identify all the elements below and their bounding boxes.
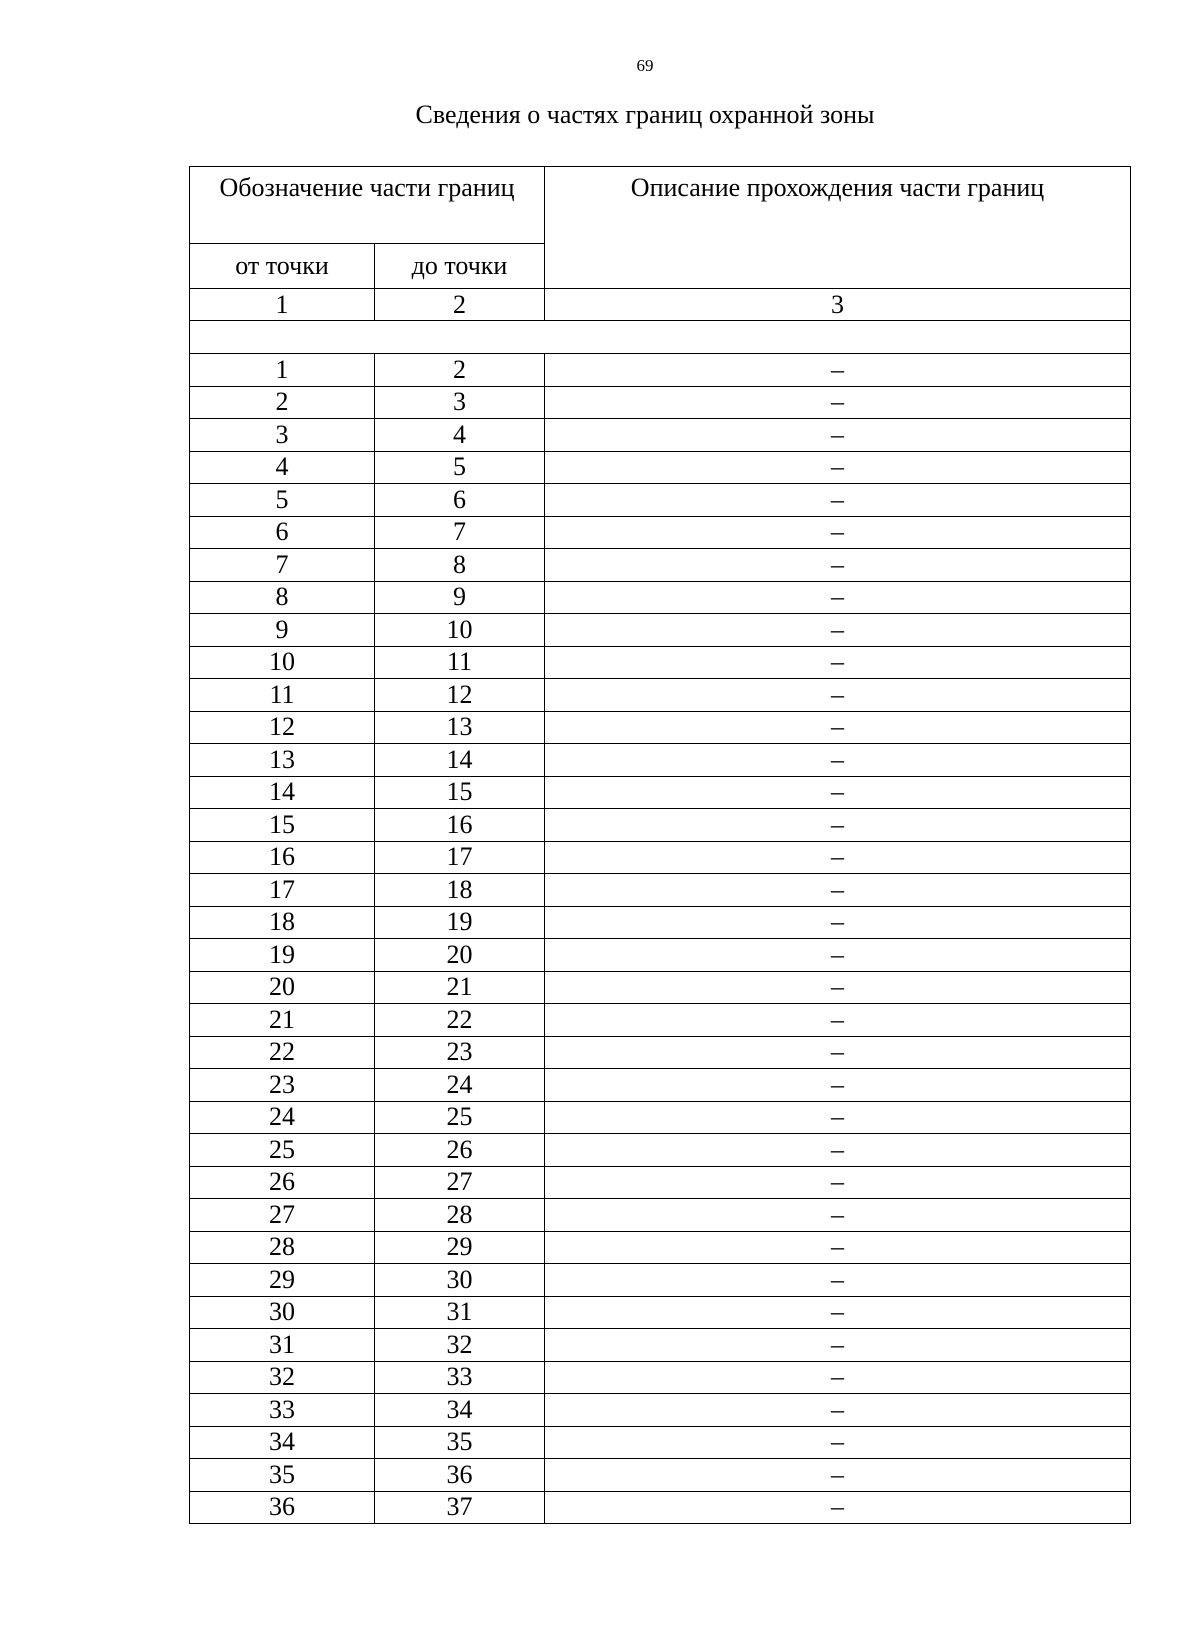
to-point-cell: 9 — [375, 581, 545, 614]
to-point-cell: 33 — [375, 1361, 545, 1394]
table-row — [190, 419, 1131, 452]
description-cell: – — [545, 1459, 1131, 1492]
description-cell: – — [545, 549, 1131, 582]
description-cell: – — [545, 419, 1131, 452]
description-cell: – — [545, 1166, 1131, 1199]
from-point-cell: 13 — [190, 744, 375, 777]
description-cell: – — [545, 1296, 1131, 1329]
description-cell: – — [545, 776, 1131, 809]
table-row — [190, 906, 1131, 939]
from-point-cell: 29 — [190, 1264, 375, 1297]
description-cell: – — [545, 939, 1131, 972]
description-cell: – — [545, 1491, 1131, 1524]
to-point-cell: 23 — [375, 1036, 545, 1069]
to-point-cell: 25 — [375, 1101, 545, 1134]
description-cell: – — [545, 484, 1131, 517]
table-row — [190, 386, 1131, 419]
from-point-cell: 23 — [190, 1069, 375, 1102]
from-point-cell: 4 — [190, 451, 375, 484]
description-cell: – — [545, 874, 1131, 907]
table-row — [190, 711, 1131, 744]
table-row — [190, 1199, 1131, 1232]
to-point-cell: 32 — [375, 1329, 545, 1362]
description-cell: – — [545, 809, 1131, 842]
to-point-cell: 3 — [375, 386, 545, 419]
description-cell: – — [545, 516, 1131, 549]
description-cell: – — [545, 1426, 1131, 1459]
to-point-cell: 7 — [375, 516, 545, 549]
to-point-cell: 35 — [375, 1426, 545, 1459]
from-point-cell: 15 — [190, 809, 375, 842]
table-row — [190, 484, 1131, 517]
table-row — [190, 1134, 1131, 1167]
from-point-cell: 24 — [190, 1101, 375, 1134]
to-point-cell: 26 — [375, 1134, 545, 1167]
to-point-cell: 29 — [375, 1231, 545, 1264]
from-point-cell: 5 — [190, 484, 375, 517]
to-point-cell: 22 — [375, 1004, 545, 1037]
table-row — [190, 549, 1131, 582]
to-point-cell: 27 — [375, 1166, 545, 1199]
to-point-cell: 36 — [375, 1459, 545, 1492]
description-cell: – — [545, 614, 1131, 647]
table-row — [190, 1101, 1131, 1134]
boundary-parts-table — [189, 166, 1131, 1524]
description-cell: – — [545, 1004, 1131, 1037]
separator-cell — [190, 321, 1131, 354]
description-cell: – — [545, 1036, 1131, 1069]
from-point-cell: 8 — [190, 581, 375, 614]
to-point-cell: 14 — [375, 744, 545, 777]
to-point-cell: 8 — [375, 549, 545, 582]
from-point-cell: 36 — [190, 1491, 375, 1524]
from-point-cell: 34 — [190, 1426, 375, 1459]
table-row — [190, 1426, 1131, 1459]
description-cell: – — [545, 1101, 1131, 1134]
from-point-cell: 19 — [190, 939, 375, 972]
boundary-description-header: Описание прохождения части границ — [545, 167, 1131, 289]
to-point-cell: 31 — [375, 1296, 545, 1329]
table-row — [190, 1069, 1131, 1102]
from-point-cell: 33 — [190, 1394, 375, 1427]
from-point-cell: 27 — [190, 1199, 375, 1232]
description-cell: – — [545, 1394, 1131, 1427]
table-row — [190, 971, 1131, 1004]
column-number-row — [190, 289, 1131, 321]
to-point-cell: 10 — [375, 614, 545, 647]
to-point-cell: 20 — [375, 939, 545, 972]
from-point-cell: 22 — [190, 1036, 375, 1069]
table-row — [190, 1004, 1131, 1037]
table-row — [190, 451, 1131, 484]
description-cell: – — [545, 971, 1131, 1004]
boundary-part-designation-header: Обозначение части границ — [190, 167, 545, 244]
from-point-cell: 10 — [190, 646, 375, 679]
page-number: 69 — [636, 56, 654, 75]
to-point-cell: 37 — [375, 1491, 545, 1524]
description-cell: – — [545, 451, 1131, 484]
from-point-cell: 6 — [190, 516, 375, 549]
table-row — [190, 809, 1131, 842]
description-cell: – — [545, 354, 1131, 387]
table-row — [190, 1459, 1131, 1492]
to-point-cell: 16 — [375, 809, 545, 842]
table-row — [190, 581, 1131, 614]
description-cell: – — [545, 1264, 1131, 1297]
from-point-cell: 11 — [190, 679, 375, 712]
from-point-cell: 3 — [190, 419, 375, 452]
from-point-cell: 20 — [190, 971, 375, 1004]
to-point-cell: 15 — [375, 776, 545, 809]
from-point-cell: 26 — [190, 1166, 375, 1199]
description-cell: – — [545, 1069, 1131, 1102]
to-point-cell: 17 — [375, 841, 545, 874]
to-point-cell: 21 — [375, 971, 545, 1004]
table-row — [190, 841, 1131, 874]
from-point-cell: 32 — [190, 1361, 375, 1394]
to-point-cell: 6 — [375, 484, 545, 517]
table-row — [190, 646, 1131, 679]
to-point-cell: 5 — [375, 451, 545, 484]
table-row — [190, 1231, 1131, 1264]
to-point-cell: 18 — [375, 874, 545, 907]
column-number: 3 — [545, 289, 1131, 321]
to-point-header: до точки — [375, 244, 545, 289]
to-point-cell: 24 — [375, 1069, 545, 1102]
table-row — [190, 1491, 1131, 1524]
description-cell: – — [545, 841, 1131, 874]
from-point-cell: 1 — [190, 354, 375, 387]
description-cell: – — [545, 1329, 1131, 1362]
table-row — [190, 744, 1131, 777]
table-row — [190, 516, 1131, 549]
table-row — [190, 354, 1131, 387]
description-cell: – — [545, 1231, 1131, 1264]
table-row — [190, 614, 1131, 647]
table-row — [190, 874, 1131, 907]
from-point-cell: 17 — [190, 874, 375, 907]
description-cell: – — [545, 711, 1131, 744]
to-point-cell: 19 — [375, 906, 545, 939]
from-point-cell: 35 — [190, 1459, 375, 1492]
from-point-cell: 9 — [190, 614, 375, 647]
from-point-cell: 18 — [190, 906, 375, 939]
from-point-cell: 28 — [190, 1231, 375, 1264]
table-row — [190, 1036, 1131, 1069]
to-point-cell: 28 — [375, 1199, 545, 1232]
to-point-cell: 12 — [375, 679, 545, 712]
table-row — [190, 679, 1131, 712]
description-cell: – — [545, 1134, 1131, 1167]
page-title: Сведения о частях границ охранной зоны — [415, 100, 875, 129]
description-cell: – — [545, 906, 1131, 939]
table-row — [190, 1394, 1131, 1427]
description-cell: – — [545, 386, 1131, 419]
to-point-cell: 30 — [375, 1264, 545, 1297]
from-point-cell: 12 — [190, 711, 375, 744]
table-row — [190, 1166, 1131, 1199]
table-row — [190, 1264, 1131, 1297]
table-row — [190, 1361, 1131, 1394]
from-point-cell: 25 — [190, 1134, 375, 1167]
table-row — [190, 776, 1131, 809]
to-point-cell: 2 — [375, 354, 545, 387]
from-point-cell: 7 — [190, 549, 375, 582]
separator-row — [190, 321, 1131, 354]
to-point-cell: 34 — [375, 1394, 545, 1427]
from-point-cell: 2 — [190, 386, 375, 419]
table-row — [190, 1296, 1131, 1329]
column-number: 1 — [190, 289, 375, 321]
description-cell: – — [545, 581, 1131, 614]
description-cell: – — [545, 1361, 1131, 1394]
to-point-cell: 11 — [375, 646, 545, 679]
table-row — [190, 939, 1131, 972]
from-point-cell: 21 — [190, 1004, 375, 1037]
from-point-header: от точки — [190, 244, 375, 289]
to-point-cell: 4 — [375, 419, 545, 452]
from-point-cell: 16 — [190, 841, 375, 874]
column-number: 2 — [375, 289, 545, 321]
table-header-row — [190, 167, 1131, 244]
description-cell: – — [545, 1199, 1131, 1232]
from-point-cell: 30 — [190, 1296, 375, 1329]
from-point-cell: 31 — [190, 1329, 375, 1362]
description-cell: – — [545, 646, 1131, 679]
to-point-cell: 13 — [375, 711, 545, 744]
from-point-cell: 14 — [190, 776, 375, 809]
table-row — [190, 1329, 1131, 1362]
description-cell: – — [545, 744, 1131, 777]
description-cell: – — [545, 679, 1131, 712]
